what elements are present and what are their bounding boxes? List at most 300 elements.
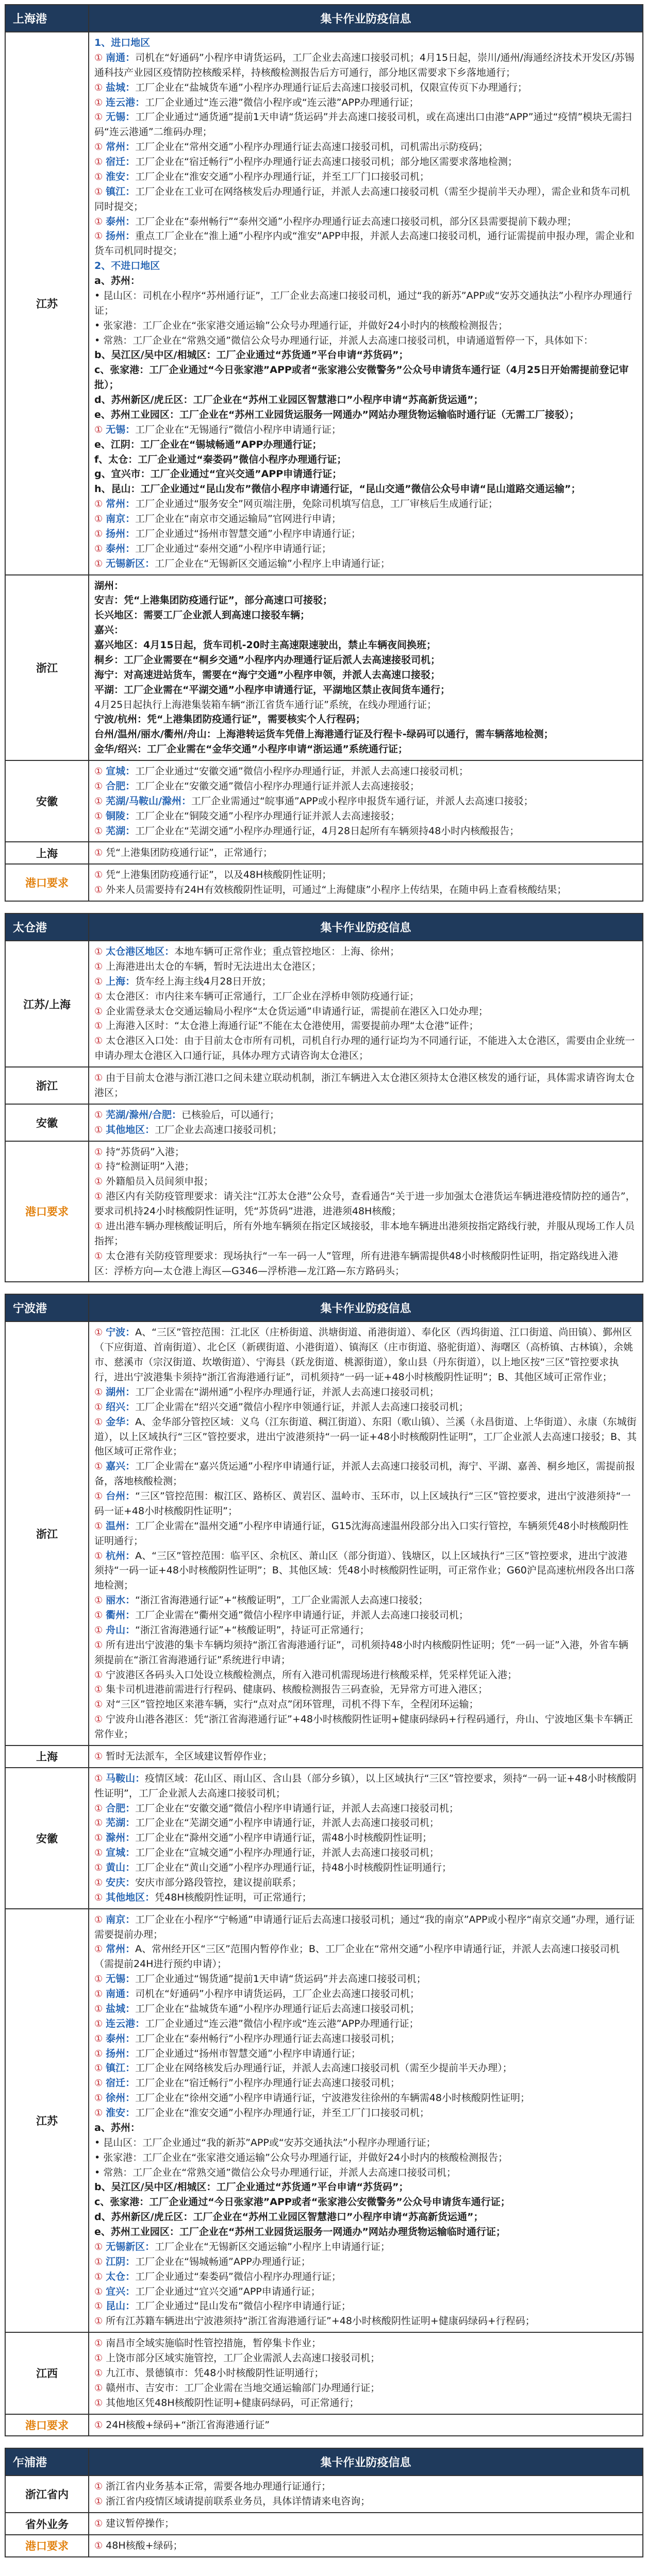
item-text: 工厂企业在工业可在网络核发后办理通行证，并派人去高速口接驳司机（需至少提前半天办理），需企业和货车司机同时提交； — [94, 185, 630, 212]
item-text: 工厂企业在“宿迁畅行”小程序办理通行证去高速口接驳司机；部分地区需要求落地检测； — [135, 156, 518, 167]
list-item: e、江阴：工厂企业在“锡城畅通”APP办理通行证； — [94, 438, 322, 450]
list-item — [94, 1033, 637, 1063]
item-text: 工厂企业在“芜湖交通”小程序申请通行证，并派人去高速口接驳司机； — [135, 1817, 439, 1829]
list-item — [94, 989, 637, 1004]
city-name: 南通： — [106, 1988, 136, 1999]
list-item: • 张家港：工厂企业在“张家港交通运输”公众号办理通行证，并做好24小时内的核酸检测报告； — [94, 2151, 508, 2163]
region-label: 浙江 — [5, 575, 89, 761]
item-text: 工厂企业通过“昆山发布”微信小程序申请通行证； — [135, 2300, 351, 2312]
city-name: 上海： — [106, 975, 136, 987]
list-item — [94, 809, 637, 824]
bullet-icon: ① — [94, 186, 103, 197]
region-row — [5, 1067, 643, 1104]
region-label: 港口要求 — [5, 1141, 89, 1282]
item-text: 货车经上海主线4月28日开放； — [135, 975, 272, 987]
region-content — [89, 2476, 643, 2513]
list-item — [94, 184, 637, 214]
list-item — [94, 2479, 637, 2494]
region-label: 上海 — [5, 1745, 89, 1768]
item-text: 工厂企业在“徐州交通”小程序申请通行证，宁波港发往徐州的车辆需48小时核酸阴性证明； — [135, 2092, 530, 2104]
bullet-icon: ① — [94, 2256, 103, 2267]
bullet-icon: ① — [94, 216, 103, 227]
city-name: 宣城： — [106, 766, 136, 777]
bullet-icon: ① — [94, 1176, 103, 1188]
region-row — [5, 1141, 643, 1282]
city-name: 常州： — [106, 1943, 136, 1955]
city-name: 扬州： — [106, 2047, 136, 2059]
city-name: 铜陵： — [106, 810, 136, 822]
list-item — [94, 1771, 637, 1801]
item-text: A、“三区”管控范围：临平区、余杭区、萧山区（部分街道）、钱塘区，以上区域执行“三区”管控要求，进出宁波港须持“一码一证+48小时核酸阴性证明”；B、其他区域：凭48小时核酸阴性证明，可正常作业；G60沪昆高速杭州段各出口落地检测； — [94, 1550, 635, 1591]
region-label: 江苏 — [5, 1909, 89, 2333]
city-name: 宜兴： — [106, 2285, 136, 2297]
item-text: 48H核酸+绿码； — [106, 2540, 183, 2551]
item-text: 工厂企业在“泰州畅行”“泰州交通”小程序办理通行证去高速口接驳司机，部分区县需要提前下载办理； — [135, 215, 577, 227]
list-item — [94, 1860, 637, 1875]
bullet-icon: ① — [94, 2286, 103, 2297]
region-row — [5, 2476, 643, 2513]
bullet-icon: ① — [94, 1461, 103, 1472]
bullet-icon: ① — [94, 2078, 103, 2089]
item-text: 工厂企业通过“锡货通”提前1天申请“货运码”并去高速口接驳司机； — [135, 1973, 426, 1985]
bullet-icon: ① — [94, 82, 103, 93]
item-text: 工厂企业在“安徽交通”微信小程序办理通行证并派人去高速接驳； — [135, 780, 420, 792]
bullet-icon: ① — [94, 1109, 103, 1121]
bullet-icon: ① — [94, 1892, 103, 1903]
bullet-icon: ① — [94, 1833, 103, 1844]
item-text: 外籍船员入员间须申报； — [106, 1176, 214, 1188]
port-table — [5, 4, 643, 902]
city-name: 安庆： — [106, 1876, 136, 1888]
bullet-icon: ① — [94, 1416, 103, 1428]
city-name: 衢州： — [106, 1609, 136, 1621]
port-header-row — [5, 1294, 643, 1321]
bullet-icon: ① — [94, 1491, 103, 1502]
city-name: 扬州： — [106, 528, 136, 539]
port-header-row — [5, 913, 643, 941]
city-name: 徐州： — [106, 2092, 136, 2104]
item-text: A、常州经开区“三区”范围内暂停作业；B、工厂企业在“常州交通”小程序申请通行证，并派人去高速口接驳司机（需提前24H进行预约申请）； — [94, 1943, 620, 1970]
list-item: • 昆山区：工厂企业通过“我的新苏”APP或“安苏交通执法”小程序办理通行证； — [94, 2137, 436, 2148]
item-text: 司机在“好通码”小程序申请货运码，工厂企业去高速口接驳司机；4月15日起，崇川/通州/海通经济技术开发区/苏锡通科技产业园区疫情防控核酸采样，持核酸检测报告后方可通行，部分地区需要求下乡落地通行； — [94, 52, 635, 78]
list-item — [94, 1712, 637, 1742]
region-content — [89, 2513, 643, 2535]
item-text: 工厂企业通过“连云港”微信小程序或“连云港”APP办理通行证； — [145, 2018, 419, 2029]
region-content — [89, 1768, 643, 1909]
item-text: 九江市、景德镇市：凭48小时核酸阴性证明通行； — [106, 2367, 324, 2379]
bullet-icon: ① — [94, 1124, 103, 1136]
list-item — [94, 944, 637, 959]
region-row — [5, 1768, 643, 1909]
item-text: 工厂企业在“泰州畅行”小程序办理通行证去高速口接驳司机； — [135, 2032, 400, 2044]
bullet-icon: ① — [94, 112, 103, 123]
list-item: b、吴江区/吴中区/相城区：工厂企业通过“苏货通”平台申请“苏货码”； — [94, 349, 409, 361]
region-row — [5, 842, 643, 864]
list-item — [94, 2002, 637, 2016]
bullet-icon: ① — [94, 1862, 103, 1873]
bullet-icon: ① — [94, 825, 103, 837]
bullet-icon: ① — [94, 2540, 103, 2551]
region-label: 江苏 — [5, 32, 89, 575]
region-label: 浙江 — [5, 1321, 89, 1745]
list-item — [94, 170, 637, 184]
region-label: 安徽 — [5, 760, 89, 842]
bullet-icon: ① — [94, 1161, 103, 1173]
port-table — [5, 2448, 643, 2557]
region-row — [5, 1104, 643, 1141]
item-text: 太仓港区入口处：由于目前太仓市所有司机，司机自行办理的通行证均为不同通行证，不能进入太仓港区，需要由企业统一申请办理太仓港区入口通行证，具体办理方式请咨询太仓港区； — [94, 1035, 635, 1062]
region-label: 港口要求 — [5, 2414, 89, 2436]
item-text: 工厂企业在小程序“宁畅通”申请通行证后去高速口接驳司机；通过“我的南京”APP或小程序“南京交通”办理，通行证需要提前办理； — [94, 1913, 635, 1940]
list-item — [94, 1697, 637, 1712]
city-name: 芜湖： — [106, 825, 136, 837]
bullet-icon: ① — [94, 1751, 103, 1762]
port-section-title: 集卡作业防疫信息 — [89, 2448, 643, 2476]
region-label: 江苏/上海 — [5, 941, 89, 1067]
item-text: 工厂企业在“无锡通行”微信小程序申请通行证； — [135, 423, 341, 435]
city-name: 淮安： — [106, 2107, 136, 2119]
bullet-icon: ① — [94, 1610, 103, 1621]
list-item — [94, 2314, 637, 2329]
bullet-icon: ① — [94, 781, 103, 792]
bullet-icon: ① — [94, 885, 103, 896]
item-text: 工厂企业通过“秦娄码”微信小程序办理通行证； — [135, 2270, 341, 2282]
city-name: 金华： — [106, 1416, 136, 1428]
city-name: 宿迁： — [106, 156, 136, 167]
region-row — [5, 1909, 643, 2333]
list-item: 海宁：对高速进站货车，需要在“海宁交通”小程序申领，并派人去高速口接驳； — [94, 669, 440, 681]
city-name: 江阴： — [106, 2256, 136, 2267]
list-item: d、苏州新区/虎丘区：工厂企业在“苏州工业园区智慧港口”小程序申请“苏高新货运通”； — [94, 2211, 484, 2223]
list-item: 湖州： — [94, 580, 124, 591]
region-label: 上海 — [5, 842, 89, 864]
list-item — [94, 1108, 637, 1123]
list-item: 嘉兴： — [94, 624, 124, 636]
region-label: 安徽 — [5, 1104, 89, 1141]
port-section-title: 集卡作业防疫信息 — [89, 5, 643, 32]
item-text: 南昌市全域实施临时性管控措施，暂停集卡作业； — [106, 2337, 322, 2349]
city-name: 其他地区： — [106, 1124, 155, 1136]
item-text: 工厂企业需在“湖州通”小程序办理通行证，并派人去高速口接驳司机； — [135, 1386, 439, 1398]
list-item — [94, 1593, 637, 1608]
list-item — [94, 1608, 637, 1623]
region-label: 安徽 — [5, 1768, 89, 1909]
city-name: 泰州： — [106, 2032, 136, 2044]
list-item: 安吉：凭“上港集团防疫通行证”，部分高速口可接驳； — [94, 595, 333, 606]
city-name: 无锡： — [106, 1973, 136, 1985]
list-item — [94, 794, 637, 809]
item-text: 安庆市部分路段管控，建议提前联系； — [135, 1876, 302, 1888]
port-name: 太仓港 — [5, 913, 89, 941]
item-text: 宁波港区各码头入口处设立核酸检测点，所有入港司机需现场进行核酸采样，凭采样凭证入港； — [106, 1669, 518, 1681]
item-text: 上饶市部分区域实施管控，工厂企业需派人去高速口接驳司机； — [106, 2352, 380, 2364]
list-item — [94, 2269, 637, 2284]
item-text: 工厂企业需在“绍兴交通”微信小程序申领通行证，并派人去高速口接驳司机； — [135, 1401, 469, 1413]
bullet-icon: ① — [94, 1848, 103, 1859]
list-item — [94, 1385, 637, 1400]
bullet-icon: ① — [94, 1073, 103, 1083]
list-item — [94, 1623, 637, 1638]
list-item — [94, 1489, 637, 1519]
city-name: 泰州： — [106, 215, 136, 227]
item-text: 工厂企业在“宿迁畅行”小程序办理通行证去高速口接驳司机； — [135, 2077, 400, 2089]
bullet-icon: ① — [94, 2033, 103, 2044]
list-item — [94, 883, 637, 897]
bullet-icon: ① — [94, 2496, 103, 2507]
item-text: 工厂企业通过“通货通”提前1天申请“货运码”并去高速口接驳司机，或在高速出口由港“APP”通过“疫情”模块无需扫码“连云港通”二维码办理； — [94, 111, 632, 138]
bullet-icon: ① — [94, 424, 103, 435]
city-name: 台州： — [106, 1490, 136, 1502]
list-item: c、张家港：工厂企业通过“今日张家港”APP或者“张家港公安微警务”公众号申请货车通行证； — [94, 2196, 510, 2208]
bullet-icon: ① — [94, 97, 103, 108]
bullet-icon: ① — [94, 1818, 103, 1829]
bullet-icon: ① — [94, 2048, 103, 2059]
bullet-icon: ① — [94, 2338, 103, 2349]
city-name: 宁波： — [106, 1327, 136, 1338]
list-item — [94, 2046, 637, 2061]
list-item — [94, 1912, 637, 1942]
item-text: 建议暂停操作； — [106, 2518, 175, 2530]
list-item — [94, 2284, 637, 2299]
region-row — [5, 32, 643, 575]
bullet-icon: ① — [94, 1021, 103, 1032]
city-name: 南通： — [106, 52, 136, 63]
list-item — [94, 974, 637, 989]
city-name: 嘉兴： — [106, 1461, 136, 1472]
city-name: 泰州： — [106, 543, 136, 554]
item-text: 工厂企业在“安徽交通”微信小程序申请通行证，并派人去高速口接驳司机； — [135, 1802, 459, 1814]
list-item — [94, 824, 637, 839]
bullet-icon: ① — [94, 2518, 103, 2530]
city-name: 宣城： — [106, 1847, 136, 1859]
item-text: 集卡司机进港前需进行行程码、健康码、核酸检测报告三码查验，无异常方可进入港区； — [106, 1684, 488, 1696]
list-item — [94, 1415, 637, 1460]
item-text: 进出港车辆办理核酸证明后，所有外地车辆须在指定区域接驳，非本地车辆进出港须按指定路线行驶，并服从现场工作人员指挥； — [94, 1220, 635, 1247]
city-name: 常州： — [106, 141, 136, 153]
item-text: 上海港进出太仓的车辆，暂时无法进出太仓港区； — [106, 960, 322, 972]
region-content — [89, 760, 643, 842]
item-text: 工厂企业在“盐城货车通”小程序办理通行证后去高速口接驳司机； — [135, 2003, 420, 2014]
list-item — [94, 1942, 637, 1972]
item-text: 工厂企业在“无锡新区交通运输”小程序上申请通行证； — [155, 557, 390, 569]
bullet-icon: ① — [94, 961, 103, 972]
city-name: 连云港： — [106, 2018, 145, 2029]
city-name: 温州： — [106, 1520, 136, 1532]
list-item — [94, 155, 637, 170]
bullet-icon: ① — [94, 946, 103, 957]
city-name: 马鞍山： — [106, 1772, 145, 1784]
list-item — [94, 2418, 637, 2433]
item-text: 所有进出宁波港的集卡车辆均须持“浙江省海港通行证”，司机须持48小时内核酸阴性证明；凭“一码一证”入港，外省车辆须提前在“浙江省海港通行证”系统进行申请； — [94, 1639, 628, 1666]
section-title: 2、不进口地区 — [94, 260, 160, 272]
bullet-icon: ① — [94, 1386, 103, 1398]
city-name: 太仓港区地区： — [106, 946, 175, 957]
item-text: 工厂企业在“淮安交通”小程序办理通行证，并至工厂门口接驳司机； — [135, 2107, 429, 2119]
list-item — [94, 2016, 637, 2031]
bullet-icon: ① — [94, 558, 103, 569]
region-label: 江西 — [5, 2332, 89, 2414]
list-item — [94, 2240, 637, 2255]
item-text: 浙江省内业务基本正常，需要各地办理通行证通行； — [106, 2481, 331, 2493]
bullet-icon: ① — [94, 2367, 103, 2379]
list-item — [94, 2494, 637, 2509]
item-text: 宁波舟山港各港区：凭“浙江省海港通行证”+48小时核酸阴性证明+健康码绿码+行程码通行，舟山、宁波地区集卡车辆正常作业； — [94, 1714, 633, 1740]
port-header-row — [5, 2448, 643, 2476]
list-item — [94, 2538, 637, 2553]
list-item — [94, 1816, 637, 1831]
bullet-icon: ① — [94, 1221, 103, 1232]
city-name: 合肥： — [106, 780, 136, 792]
list-item: 长兴地区：需要工厂企业派人到高速口接驳车辆； — [94, 609, 310, 621]
list-item — [94, 1519, 637, 1549]
item-text: A、“三区”管控范围：江北区（庄桥街道、洪塘街道、甬港街道）、奉化区（西坞街道、江口街道、尚田镇）、鄞州区（下应街道、首南街道）、北仑区（新碶街道、小港街道）、镇海区（庄市街道、骆驼街道）、海曙区（高桥镇、古林镇），余姚市、慈溪市（宗汉街道、坎墩街道）、宁海县（跃龙街道、桃源街道），象山县（丹东街道），以上地区按“三区”管控要求执行，进出宁波港集卡须持“浙江省海港通行证”，司机须持“一码一证+48小时核酸阴性证明”；B、其他区域可正常作业； — [94, 1327, 634, 1383]
list-item: h、昆山：工厂企业通过“昆山发布”微信小程序申请通行证，“昆山交通”微信公众号申请“昆山道路交通运输”； — [94, 483, 581, 495]
list-item — [94, 1071, 637, 1100]
city-name: 淮安： — [106, 171, 136, 182]
bullet-icon: ① — [94, 991, 103, 1002]
city-name: 镇江： — [106, 2062, 136, 2074]
bullet-icon: ① — [94, 1401, 103, 1413]
city-name: 南京： — [106, 1913, 136, 1925]
list-item — [94, 541, 637, 556]
list-item — [94, 422, 637, 437]
item-text: 凭48H核酸阴性证明，可正常通行； — [155, 1891, 312, 1903]
list-item — [94, 1004, 637, 1019]
item-text: 太仓港区：市内往来车辆可正常通行，工厂企业在浮桥申领防疫通行证； — [106, 990, 420, 1002]
list-item — [94, 497, 637, 512]
item-text: 司机在“好通码”小程序申请货运码，工厂企业去高速口接驳司机； — [135, 1988, 420, 1999]
list-item — [94, 1019, 637, 1033]
list-item — [94, 2255, 637, 2269]
bullet-icon: ① — [94, 2382, 103, 2394]
list-item: • 常熟：工厂企业在“常熟交通”微信公众号办理通行证，并派人去高速口接驳司机； — [94, 2166, 456, 2178]
list-item — [94, 779, 637, 794]
city-name: 无锡： — [106, 423, 136, 435]
item-text: 工厂企业通过“宜兴交通”APP申请通行证； — [135, 2285, 321, 2297]
list-item — [94, 868, 637, 883]
item-text: 工厂企业在网络核发后办理通行证，并派人去高速口接驳司机（需至少提前半天办理）； — [135, 2062, 512, 2074]
bullet-icon: ① — [94, 543, 103, 554]
bullet-icon: ① — [94, 2397, 103, 2409]
item-text: 对“三区”管控地区来港车辆，实行“点对点”闭环管理，司机不得下车，全程闭环运输； — [106, 1699, 479, 1710]
bullet-icon: ① — [94, 2419, 103, 2431]
item-text: 工厂企业需在“温州交通”小程序申请通行证，G15沈海高速温州段部分出入口实行管控，车辆须凭48小时核酸阴性证明通行； — [94, 1520, 628, 1547]
list-item — [94, 2106, 637, 2121]
region-row — [5, 2535, 643, 2557]
city-name: 常州： — [106, 498, 136, 510]
item-text: 工厂企业在“淮安交通”小程序办理通行证，并至工厂门口接驳司机； — [135, 171, 429, 182]
list-item: c、张家港：工厂企业通过“今日张家港”APP或者“张家港公安微警务”公众号申请货车通行证（4月25日开始需提前登记审批）； — [94, 364, 629, 391]
item-text: “三区”管控范围：椒江区、路桥区、黄岩区、温岭市、玉环市，以上区域执行“三区”管控要求，进出宁波港须持“一码一证+48小时核酸阴性证明”； — [94, 1490, 631, 1517]
list-item: e、苏州工业园区：工厂企业在“苏州工业园货运服务一网通办”网站办理货物运输临时通行证（无需工厂接驳）； — [94, 409, 579, 420]
bullet-icon: ① — [94, 1989, 103, 1999]
region-row — [5, 760, 643, 842]
city-name: 连云港： — [106, 96, 145, 108]
item-text: 赣州市、吉安市：工厂企业需在当地交通运输部门办理通行证； — [106, 2382, 380, 2394]
list-item — [94, 1174, 637, 1189]
list-item — [94, 1831, 637, 1845]
item-text: 工厂企业需在“嘉兴货运通”小程序申请通行证，并派人去高速口接驳司机，海宁、平湖、嘉善、桐乡地区，需提前报备，落地核酸检测； — [94, 1461, 635, 1487]
item-text: 工厂企业在“锡城畅通”APP办理通行证； — [135, 2256, 311, 2267]
region-row — [5, 575, 643, 761]
city-name: 镇江： — [106, 185, 136, 197]
region-row — [5, 941, 643, 1067]
list-item — [94, 2366, 637, 2381]
bullet-icon: ① — [94, 2316, 103, 2327]
list-item — [94, 1219, 637, 1249]
port-header-row — [5, 5, 643, 32]
list-item: 金华/绍兴：工厂企业需在“金华交通”小程序申请“浙运通”系统通行证； — [94, 743, 408, 755]
item-text: 其他地区凭48H核酸阴性证明+健康码绿码，可正常通行； — [106, 2397, 359, 2409]
item-text: 工厂企业在“南京市交通运输局”官网进行申请； — [135, 513, 341, 524]
region-row — [5, 1745, 643, 1768]
item-text: 外来人员需要持有24H有效核酸阴性证明，可通过“上海健康”小程序上传结果，在随申码上查看核酸结果； — [106, 884, 567, 896]
list-item — [94, 1400, 637, 1415]
list-item: 4月25日起执行上海港集装箱车辆“浙江省货车通行证”系统，在线办理通行证； — [94, 699, 437, 710]
list-item — [94, 1638, 637, 1668]
bullet-icon: ① — [94, 870, 103, 881]
item-text: 太仓港有关防疫管理要求：现场执行“一车一码一人”管理，所有进港车辆需提供48小时核酸阴性证明，指定路线进入港区：浮桥方向—太仓港上海区—G346—浮桥港—龙江路—东方路码头； — [94, 1250, 619, 1277]
bullet-icon: ① — [94, 1699, 103, 1710]
item-text: 持“检测证明”入港； — [106, 1161, 194, 1173]
list-item — [94, 1987, 637, 2002]
bullet-icon: ① — [94, 2481, 103, 2493]
list-item — [94, 1801, 637, 1816]
port-name: 上海港 — [5, 5, 89, 32]
bullet-icon: ① — [94, 1773, 103, 1784]
bullet-icon: ① — [94, 1877, 103, 1888]
city-name: 湖州： — [106, 1386, 136, 1398]
list-item — [94, 1159, 637, 1174]
item-text: 持“苏货码”入港； — [106, 1146, 185, 1158]
bullet-icon: ① — [94, 2108, 103, 2119]
bullet-icon: ① — [94, 1327, 103, 1338]
port-table — [5, 1294, 643, 2436]
list-item — [94, 764, 637, 779]
item-text: 工厂企业在“宣城交通”小程序办理通行证，并派人去高速口接驳司机； — [135, 1847, 439, 1859]
bullet-icon: ① — [94, 1191, 103, 1202]
list-item — [94, 229, 637, 259]
item-text: 疫情区域：花山区、雨山区、含山县（部分乡镇），以上区域执行“三区”管控要求，须持“一码一证+48小时核酸阴性证明”，工厂企业派人去高速口接驳司机； — [94, 1772, 637, 1799]
list-item — [94, 2031, 637, 2046]
list-item: 桐乡：工厂企业需要在“桐乡交通”小程序内办理通行证后派人去高速接驳司机； — [94, 654, 440, 666]
city-name: 芜湖： — [106, 1817, 136, 1829]
region-row — [5, 2513, 643, 2535]
list-item: 台州/温州/丽水/衢州/舟山：上海港转运货车凭借上海港通行证及行程卡-绿码可以通行，需车辆落地检测； — [94, 728, 554, 740]
item-text: 凭“上港集团防疫通行证”，以及48H核酸阴性证明； — [106, 869, 332, 881]
region-label: 浙江 — [5, 1067, 89, 1104]
item-text: 工厂企业需在“衢州交通”微信小程序申请通行证，并派人去高速口接驳司机； — [135, 1609, 469, 1621]
list-item — [94, 1145, 637, 1160]
city-name: 滁州： — [106, 1832, 136, 1844]
list-item — [94, 2351, 637, 2366]
bullet-icon: ① — [94, 1036, 103, 1047]
city-name: 盐城： — [106, 2003, 136, 2014]
bullet-icon: ① — [94, 1624, 103, 1636]
section-title: 1、进口地区 — [94, 37, 151, 48]
bullet-icon: ① — [94, 2301, 103, 2312]
item-text: A、金华部分管控区域：义乌（江东街道、稠江街道）、东阳（歌山镇）、兰溪（永昌街道、上华街道）、永康（东城街道），以上区域执行“三区”管控要求，进出宁波港须持“一码一证+48小时核酸阴性证明”，工厂企业派人去高速口接驳；B、其他区域可正常作业； — [94, 1416, 637, 1458]
list-item — [94, 1325, 637, 1385]
list-item: d、苏州新区/虎丘区：工厂企业在“苏州工业园区智慧港口”小程序申请“苏高新货运通”； — [94, 394, 484, 405]
bullet-icon: ① — [94, 1803, 103, 1814]
bullet-icon: ① — [94, 52, 103, 63]
region-row — [5, 2414, 643, 2436]
region-row — [5, 864, 643, 901]
bullet-icon: ① — [94, 528, 103, 539]
bullet-icon: ① — [94, 514, 103, 524]
bullet-icon: ① — [94, 2353, 103, 2364]
